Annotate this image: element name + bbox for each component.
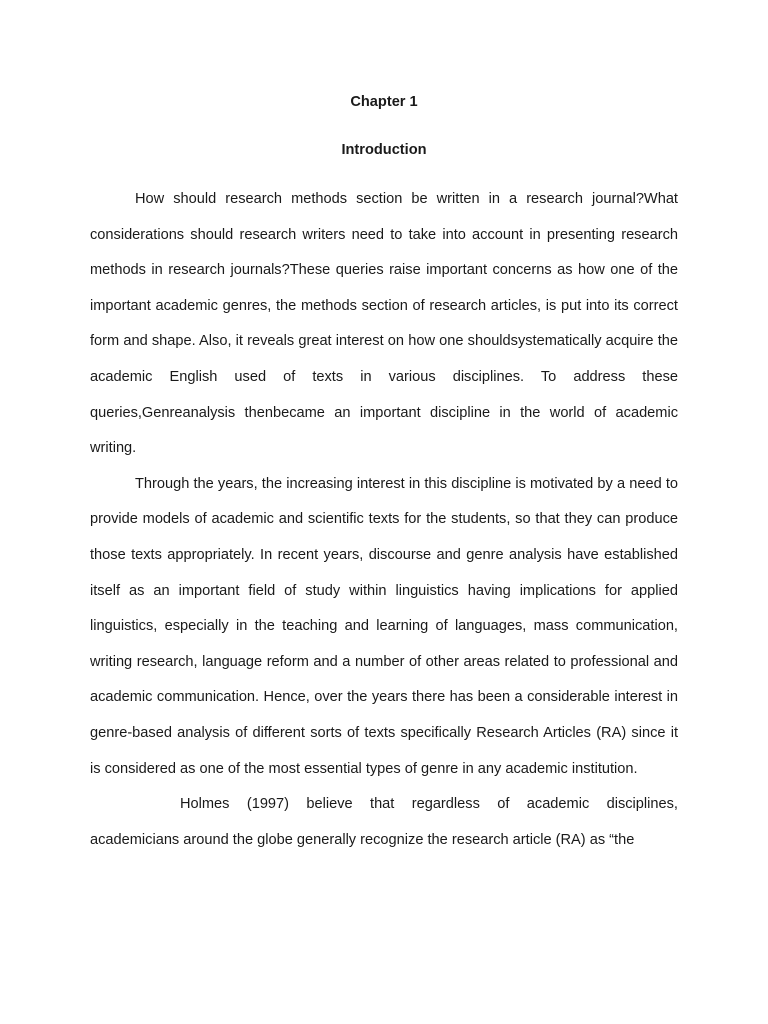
paragraph-3: Holmes (1997) believe that regardless of academic disciplines, academicians around the globe generally recognize the research article (RA) as “the	[90, 796, 678, 848]
section-title: Introduction	[341, 142, 427, 158]
paragraph-1: How should research methods section be written in a research journal?What considerations should research writers need to take into account in presenting research methods in research journals?These queries raise important concerns as how one of the important academic genres, the methods section of research articles, is put into its correct form and shape. Also, it reveals great interest on how one shouldsystematically acquire the academic English used of texts in various disciplines. To address these queries,Genreanalysis thenbecame an important discipline in the world of academic writing.	[90, 191, 678, 457]
chapter-heading: Chapter 1	[350, 94, 418, 110]
paragraph-2: Through the years, the increasing interest in this discipline is motivated by a need to provide models of academic and scientific texts for the students, so that they can produce those texts appropriately. In recent years, discourse and genre analysis have established itself as an important field of study within linguistics having implications for applied linguistics, especially in the teaching and learning of languages, mass communication, writing research, language reform and a number of other areas related to professional and academic communication. Hence, over the years there has been a considerable interest in genre-based analysis of different sorts of texts specifically Research Articles (RA) since it is considered as one of the most essential types of genre in any academic institution.	[90, 475, 678, 777]
body-text	[90, 182, 678, 858]
